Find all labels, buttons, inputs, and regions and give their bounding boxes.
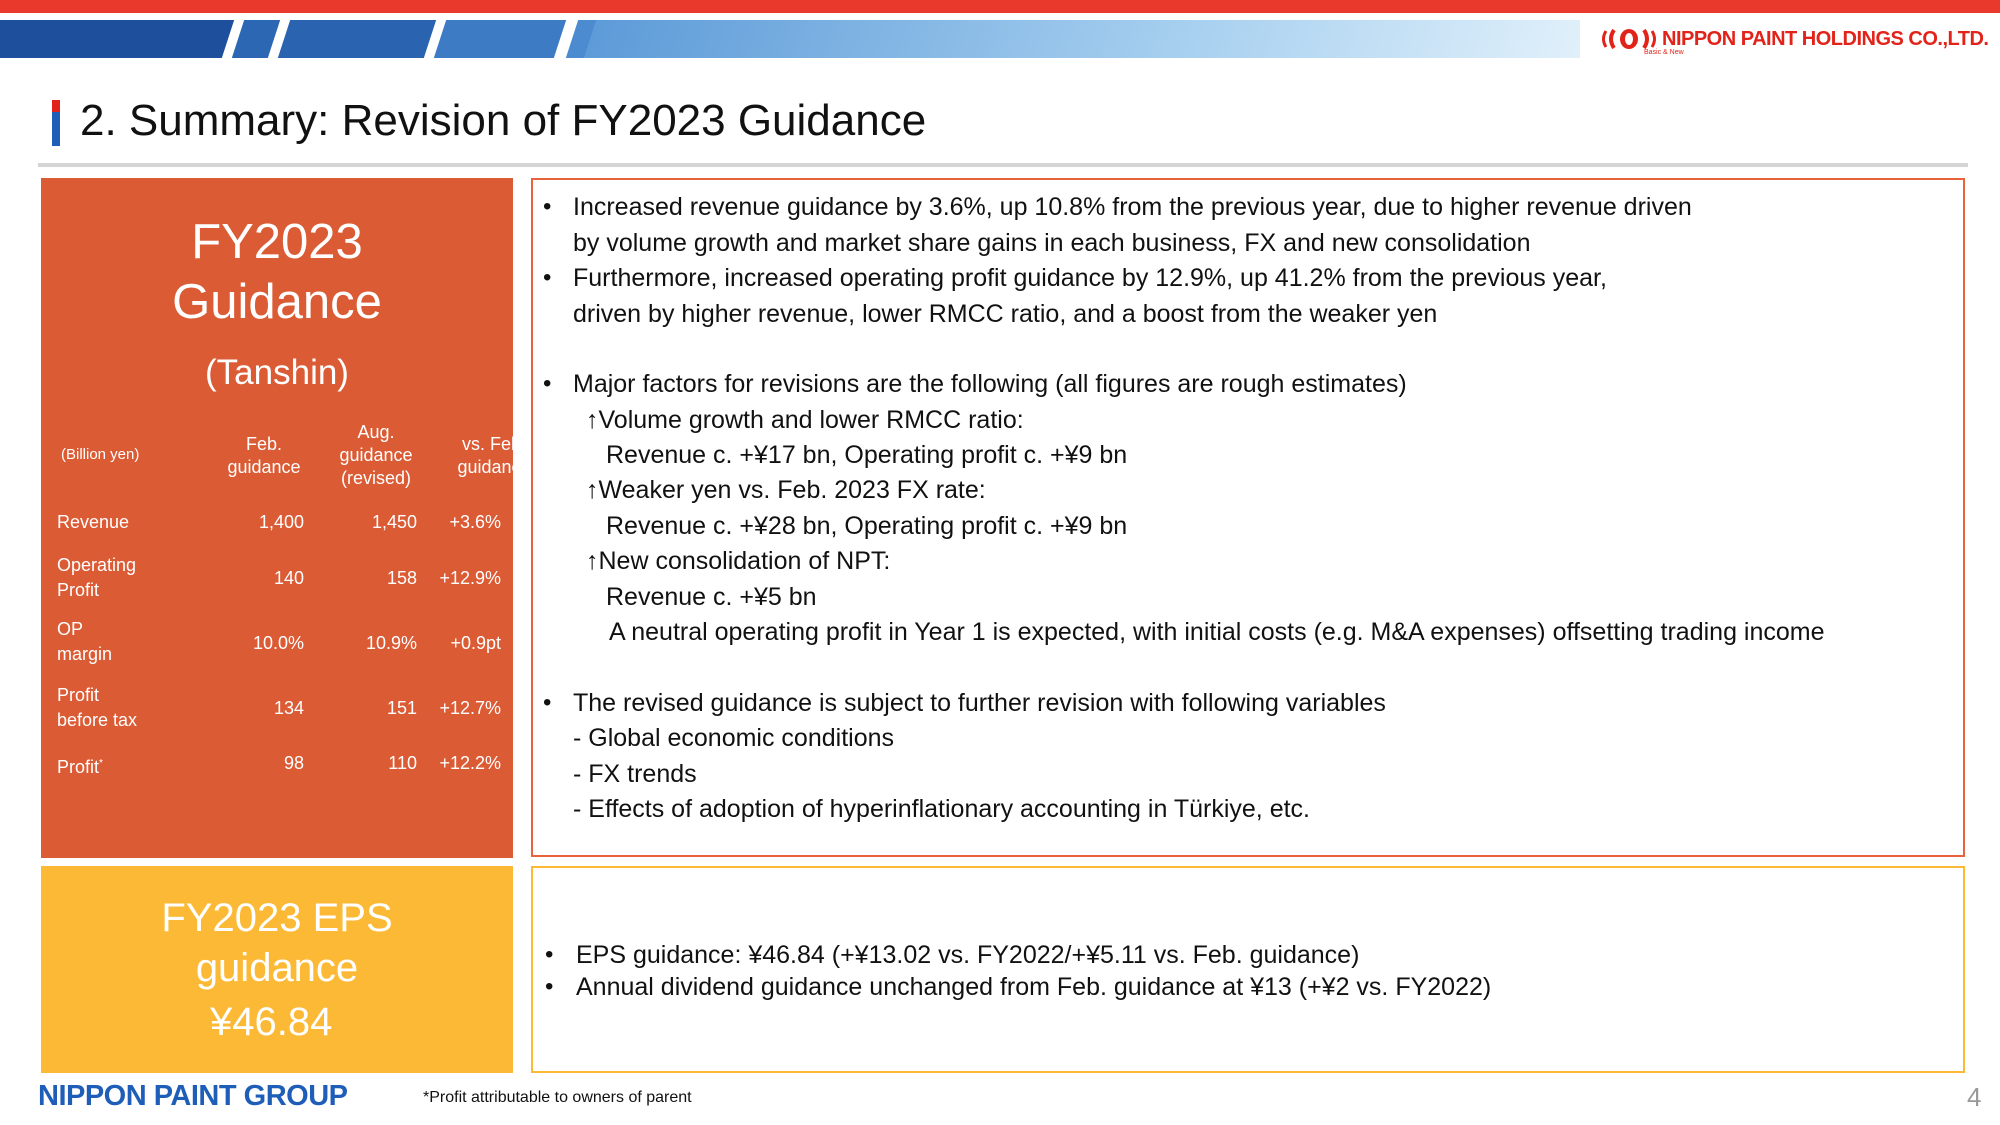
header-red-bar xyxy=(0,0,2000,13)
company-name: NIPPON PAINT HOLDINGS CO.,LTD. xyxy=(1662,28,1989,50)
title-divider xyxy=(38,163,1968,167)
cell-vs: +12.2% xyxy=(439,753,501,773)
row-label-line: before tax xyxy=(57,710,138,730)
bullet: • xyxy=(543,370,552,397)
cell-feb: 140 xyxy=(273,568,304,588)
summary-line: ↑Weaker yen vs. Feb. 2023 FX rate: xyxy=(586,476,986,504)
cell-aug: 151 xyxy=(386,698,417,718)
bullet: • xyxy=(543,689,552,716)
cell-aug: 158 xyxy=(386,568,417,588)
col-header-aug-line: (revised) xyxy=(340,468,411,488)
eps-value: ¥46.84 xyxy=(210,1000,333,1044)
bullet: • xyxy=(543,193,552,220)
guidance-panel xyxy=(41,178,531,858)
row-label-line: OP xyxy=(57,619,84,639)
summary-line: ↑Volume growth and lower RMCC ratio: xyxy=(586,406,1024,434)
eps-line: EPS guidance: ¥46.84 (+¥13.02 vs. FY2022/+¥5.11 vs. Feb. guidance) xyxy=(576,941,1360,969)
summary-line: by volume growth and market share gains in each business, FX and new consolidation xyxy=(573,229,1531,257)
page-number: 4 xyxy=(1967,1082,1982,1112)
guidance-heading-line1: FY2023 xyxy=(191,215,363,269)
bullet: • xyxy=(545,941,554,968)
cell-aug: 110 xyxy=(388,753,417,773)
cell-vs: +0.9pt xyxy=(450,633,501,653)
summary-line: The revised guidance is subject to further revision with following variables xyxy=(573,689,1386,717)
summary-line: Revenue c. +¥17 bn, Operating profit c. +¥9 bn xyxy=(606,441,1128,469)
guidance-heading-line2: Guidance xyxy=(172,275,382,329)
cell-aug: 10.9% xyxy=(365,633,417,653)
page-title: 2. Summary: Revision of FY2023 Guidance xyxy=(80,96,927,145)
summary-line: ↑New consolidation of NPT: xyxy=(586,547,891,575)
cell-vs: +12.7% xyxy=(439,698,501,718)
summary-line: - Effects of adoption of hyperinflationary accounting in Türkiye, etc. xyxy=(573,795,1310,823)
row-label-operating-profit xyxy=(57,553,136,603)
group-logo: NIPPON PAINT GROUP xyxy=(38,1080,348,1112)
summary-line: Revenue c. +¥5 bn xyxy=(606,583,817,611)
summary-line: - FX trends xyxy=(573,760,697,788)
row-label-revenue: Revenue xyxy=(57,512,130,532)
cell-feb: 134 xyxy=(273,698,304,718)
summary-line: Revenue c. +¥28 bn, Operating profit c. +¥9 bn xyxy=(606,512,1128,540)
eps-line: Annual dividend guidance unchanged from Feb. guidance at ¥13 (+¥2 vs. FY2022) xyxy=(576,973,1492,1001)
unit-label: (Billion yen) xyxy=(61,446,140,463)
eps-heading-line1: FY2023 EPS xyxy=(161,896,393,940)
bullet: • xyxy=(543,264,552,291)
bullet: • xyxy=(545,973,554,1000)
summary-line: Furthermore, increased operating profit guidance by 12.9%, up 41.2% from the previous year, xyxy=(573,264,1607,292)
summary-line: A neutral operating profit in Year 1 is expected, with initial costs (e.g. M&A expenses) offsetting trading income xyxy=(609,618,1825,646)
company-tagline: Basic & New xyxy=(1644,49,1684,56)
footnote: *Profit attributable to owners of parent xyxy=(423,1089,692,1106)
header-blue-band xyxy=(0,20,1580,58)
col-header-feb-line: guidance xyxy=(227,457,301,477)
row-label-op-margin xyxy=(57,617,112,667)
cell-aug: 1,450 xyxy=(371,512,417,532)
row-label-profit-before-tax xyxy=(57,683,137,733)
eps-heading xyxy=(41,893,513,993)
col-header-aug-line: Aug. xyxy=(357,422,395,442)
row-label-profit xyxy=(57,751,103,780)
row-label-line: Profit xyxy=(57,685,100,705)
summary-line: - Global economic conditions xyxy=(573,724,894,752)
col-header-vs-line: guidance xyxy=(457,457,531,477)
cell-vs: +12.9% xyxy=(439,568,501,588)
cell-vs: +3.6% xyxy=(449,512,501,532)
summary-line: Major factors for revisions are the following (all figures are rough estimates) xyxy=(573,370,1407,398)
col-header-feb-line: Feb. xyxy=(245,434,283,454)
row-label-line: Profit xyxy=(57,580,100,600)
summary-line: driven by higher revenue, lower RMCC ratio, and a boost from the weaker yen xyxy=(573,300,1438,328)
cell-feb: 10.0% xyxy=(252,633,304,653)
col-header-vs-line: vs. Feb. xyxy=(461,434,527,454)
footnote-marker: * xyxy=(99,758,103,769)
title-accent-bar xyxy=(52,100,60,146)
row-label-line: Operating xyxy=(57,555,137,575)
row-label-text: Profit xyxy=(57,757,100,777)
row-label-line: margin xyxy=(57,644,113,664)
eps-heading-line2: guidance xyxy=(195,946,359,990)
company-logo-icon xyxy=(1600,28,1658,50)
eps-panel xyxy=(41,866,513,1073)
col-header-aug-line: guidance xyxy=(339,445,413,465)
summary-line: Increased revenue guidance by 3.6%, up 10.8% from the previous year, due to higher revenue driven xyxy=(573,193,1692,221)
guidance-subheading: (Tanshin) xyxy=(205,353,349,392)
cell-feb: 1,400 xyxy=(258,512,304,532)
cell-feb: 98 xyxy=(283,753,304,773)
guidance-heading xyxy=(41,212,513,332)
